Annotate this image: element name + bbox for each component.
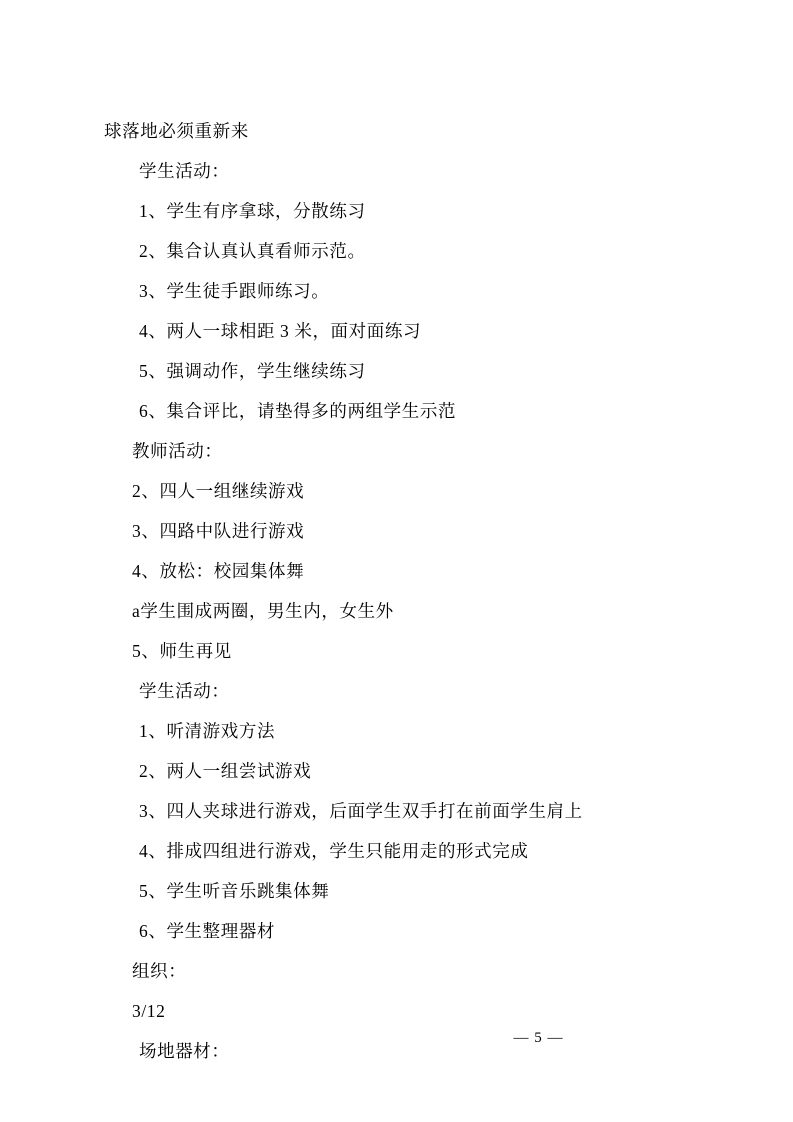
text-line: 4、排成四组进行游戏，学生只能用走的形式完成	[139, 841, 529, 862]
text-line: 学生活动：	[139, 681, 230, 702]
document-text-body	[104, 112, 704, 1072]
text-line: 场地器材：	[139, 1041, 230, 1062]
text-line: 3、学生徒手跟师练习。	[139, 281, 330, 302]
text-line: 组织：	[132, 961, 187, 982]
page-number	[0, 1030, 793, 1047]
text-line: 1、学生有序拿球，分散练习	[139, 201, 366, 222]
text-line: a学生围成两圈，男生内，女生外	[132, 601, 394, 622]
text-line: 球落地必须重新来	[104, 121, 249, 142]
text-line: 5、学生听音乐跳集体舞	[139, 881, 330, 902]
text-line: 3/12	[132, 1001, 166, 1022]
text-line: 5、强调动作，学生继续练习	[139, 361, 366, 382]
text-line: 3、四路中队进行游戏	[132, 521, 305, 542]
text-line: 3、四人夹球进行游戏，后面学生双手打在前面学生肩上	[139, 801, 583, 822]
text-line: 4、两人一球相距 3 米，面对面练习	[139, 321, 422, 342]
text-line: 1、听清游戏方法	[139, 721, 276, 742]
text-line: 5、师生再见	[132, 641, 232, 662]
text-line: 2、集合认真认真看师示范。	[139, 241, 366, 262]
page-number-label: — 5 —	[513, 1030, 564, 1046]
text-line: 学生活动：	[139, 161, 230, 182]
text-line: 6、学生整理器材	[139, 921, 276, 942]
text-line: 2、两人一组尝试游戏	[139, 761, 312, 782]
text-line: 教师活动：	[132, 441, 223, 462]
text-line: 4、放松：校园集体舞	[132, 561, 305, 582]
text-line: 6、集合评比，请垫得多的两组学生示范	[139, 401, 457, 422]
text-line: 2、四人一组继续游戏	[132, 481, 305, 502]
